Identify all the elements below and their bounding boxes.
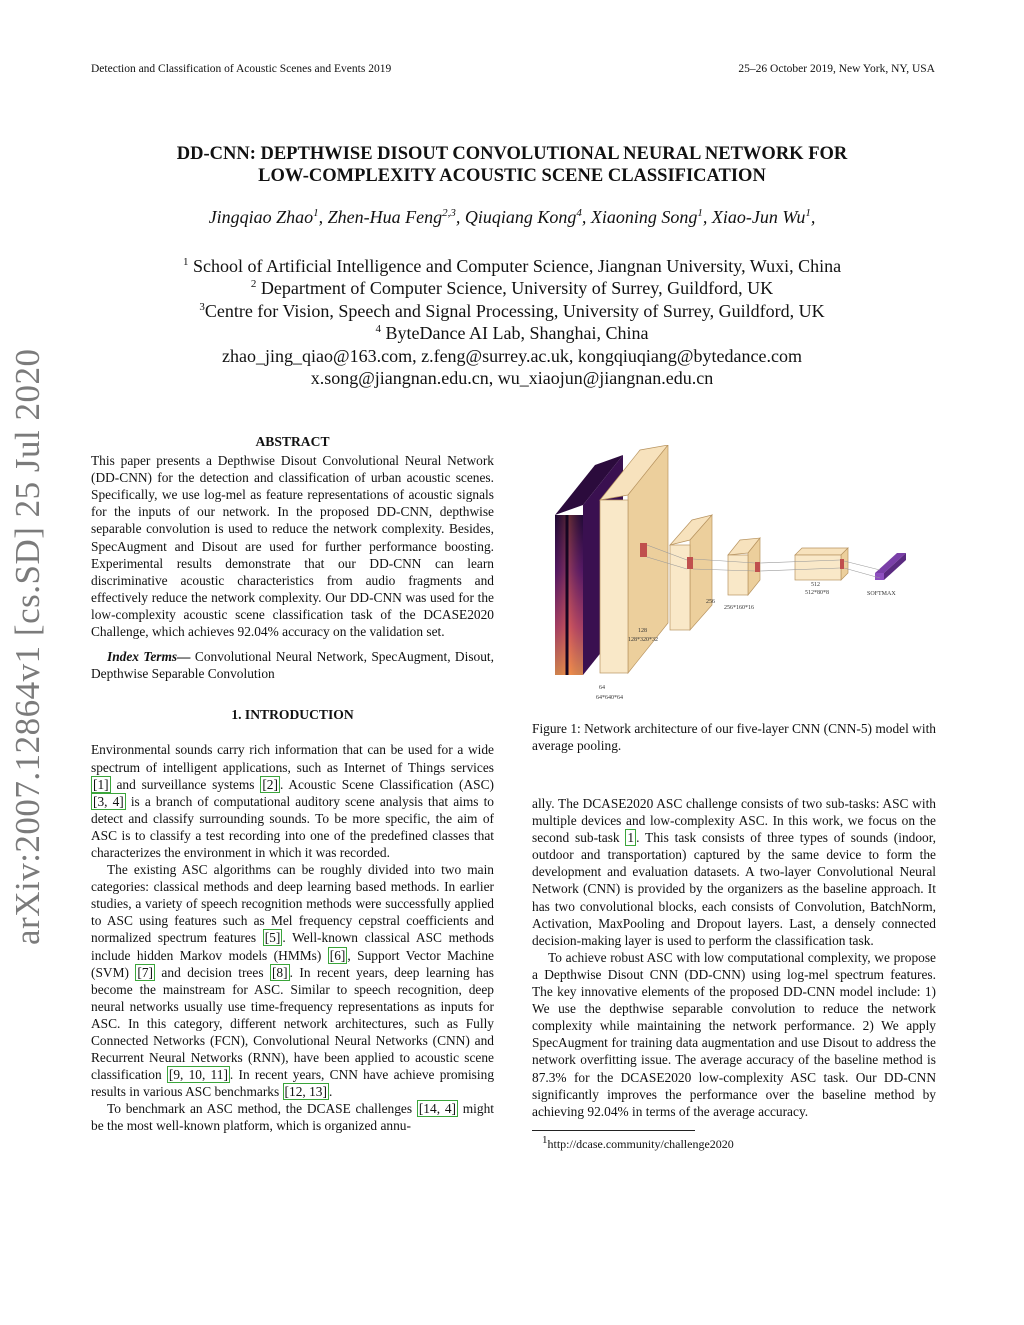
citation-link[interactable]: [9, 10, 11] (168, 1067, 228, 1083)
paper-title (120, 143, 904, 187)
footnote: $^1$http://dcase.community/challenge2020 (542, 1133, 734, 1151)
citation-link[interactable]: [5] (264, 930, 281, 946)
affiliation: $^2$ Department of Computer Science, University of Surrey, Guildford, UK (250, 278, 774, 299)
text-run: . This task consists of three types of sounds (indoor, outdoor and transportation) captured by the same device to form the development and evaluation datasets. A two-layer Convolutional Neural Network (CNN) is provided by the organizers as the baseline approach. It has two convolutional blocks, each consists of Convolution, BatchNorm, Activation, MaxPooling and Dropout layers. Last, a densely connected decision-making layer is used to perform the classification task. (532, 830, 936, 948)
index-terms: Index Terms— Convolutional Neural Network, SpecAugment, Disout, Depthwise Separable Convolution (91, 649, 494, 682)
text-run: . Well-known classical ASC methods include hidden Markov models (HMMs) (91, 930, 495, 963)
email-line: zhao_jing_qiao@163.com, z.feng@surrey.ac.uk, kongqiuqiang@bytedance.com (222, 345, 802, 366)
text-run: Environmental sounds carry rich information that can be used for a wide spectrum of intelligent applications, such as Internet of Things services (91, 742, 494, 775)
author: Jingqiao Zhao$^1$, (208, 207, 328, 227)
citation-link[interactable]: [7] (137, 964, 153, 980)
figure-1 (540, 445, 940, 710)
affiliation: $^1$ School of Artificial Intelligence and Computer Science, Jiangnan University, Wuxi, China (182, 256, 842, 276)
citation-link[interactable]: [14, 4] (418, 1101, 456, 1117)
text-run: ally. The DCASE2020 ASC challenge consists of two sub-tasks: ASC with multiple devices and low-complexity ASC. In this work, we focus on the second sub-task (532, 796, 936, 846)
email-line: x.song@jiangnan.edu.cn, wu_xiaojun@jiangnan.edu.cn (310, 368, 714, 389)
layer-size-label: 64*640*64 (596, 695, 623, 701)
author: Xiao-Jun Wu$^1$, (711, 207, 816, 227)
author: Qiuqiang Kong$^4$, (464, 207, 591, 227)
author: Zhen-Hua Feng$^{2,3}$, (327, 207, 465, 227)
layer-size-label: 128*320*32 (628, 637, 658, 643)
intro-paragraph-1 (91, 741, 494, 861)
text-run: . (328, 1084, 333, 1100)
footnote-divider (532, 1130, 695, 1131)
layer-dim-label: 64 (599, 685, 605, 691)
title-line-1: DD-CNN: DEPTHWISE DISOUT CONVOLUTIONAL NEURAL NETWORK FOR (176, 144, 848, 164)
layer-4-box (728, 538, 760, 595)
citation-link[interactable]: [2] (262, 776, 278, 792)
citation-link[interactable]: [6] (329, 947, 346, 963)
text-run: To achieve robust ASC with low computational complexity, we propose a Depthwise Disout CNN (DD-CNN) using log-mel spectrum features. The key innovative elements of the proposed DD-CNN model include: 1) We use the depthwise separable convolution to reduce the network complexity while maintaining the network performance. 2) We apply SpecAugment for training data augmentation and use Disout to address the network overfitting issue. The average accuracy of the baseline method is 87.3% for the DCASE2020 low-complexity ASC task. Our DD-CNN significantly improves the performance over the baseline method by achieving 92.04% in terms of the average accuracy. (532, 949, 936, 1119)
intro-paragraph-2 (91, 861, 494, 1100)
author: Xiaoning Song$^1$, (590, 207, 712, 227)
running-header-left: Detection and Classification of Acoustic Scenes and Events 2019 (91, 63, 392, 75)
layer-5-box (795, 548, 848, 580)
text-run: and surveillance systems (110, 776, 261, 792)
text-run: . In recent years, CNN have achieve promising results in various ASC benchmarks (91, 1067, 495, 1100)
layer-size-label: 512*80*8 (805, 590, 829, 596)
right-column (532, 795, 936, 1153)
abstract-heading: ABSTRACT (255, 434, 330, 449)
text-run: is a branch of computational auditory scene analysis that aims to detect and classify surrounding sounds. To be more specific, the aim of ASC is to classify a test recording into one of the predefined classes that characterizes the environment in which it was recorded. (91, 793, 494, 860)
abstract-text: This paper presents a Depthwise Disout Convolutional Neural Network (DD-CNN) for the detection and classification of urban acoustic scenes. Specifically, we use log-mel as feature representations of acoustic signals for the inputs of our network. In the proposed DD-CNN, depthwise separable convolution is used to reduce the network complexity. Besides, SpecAugment and Disout are used for further performance boosting. Experimental results demonstrate that our DD-CNN can learn discriminative acoustic characteristics from audio fragments and effectively reduce the network complexity. Our DD-CNN was used for the low-complexity acoustic scene classification task of the DCASE2020 Challenge, which achieves 92.04% accuracy on the validation set. (91, 453, 494, 640)
running-header-right: 25–26 October 2019, New York, NY, USA (738, 63, 935, 75)
arxiv-stamp: arXiv:2007.12864v1 [cs.SD] 25 Jul 2020 (8, 348, 47, 945)
left-column (91, 433, 494, 1135)
network-architecture-diagram (540, 445, 940, 710)
author-list (100, 207, 924, 228)
text-run: To benchmark an ASC method, the DCASE challenges (107, 1101, 417, 1117)
text-run: , Support Vector Machine (SVM) (91, 947, 494, 980)
affiliation: $^4$ ByteDance AI Lab, Shanghai, China (375, 323, 649, 344)
text-run: and decision trees (155, 964, 270, 980)
layer-dim-label: 256 (706, 599, 715, 605)
text-run: might be the most well-known platform, which is organized annu- (91, 1101, 494, 1134)
layer-3-box (670, 515, 712, 630)
text-run: . In recent years, deep learning has become the mainstream for ASC. Similar to speech recognition, deep neural networks usually use time-frequency representations as inputs for ASC. In this category, different network architectures, such as Fully Connected Networks (FCN), Convolutional Neural Networks (CNN) and Recurrent Neural Networks (RNN), have been applied to acoustic scene classification (91, 964, 494, 1083)
body-paragraph-2 (532, 949, 936, 1120)
figure-caption: Figure 1: Network architecture of our five-layer CNN (CNN-5) model with average pooling. (532, 721, 936, 754)
intro-heading: 1. INTRODUCTION (231, 707, 354, 723)
affiliations (100, 255, 924, 389)
layer-dim-label: 128 (638, 628, 647, 634)
text-run: The existing ASC algorithms can be roughly divided into two main categories: classical methods and deep learning based methods. In earlier studies, a variety of speech recognition methods were successfully applied to ASC using features such as Mel frequency cepstral coefficients and normalized spectrum features (91, 862, 494, 946)
softmax-box (875, 553, 906, 580)
title-line-2: LOW-COMPLEXITY ACOUSTIC SCENE CLASSIFICATION (258, 166, 766, 186)
citation-link[interactable]: [8] (271, 964, 288, 980)
layer-dim-label: 512 (811, 582, 820, 588)
text-run: . Acoustic Scene Classification (ASC) (279, 776, 494, 792)
citation-link[interactable]: [3, 4] (93, 793, 124, 809)
citation-link[interactable]: [12, 13] (284, 1084, 327, 1100)
body-paragraph-1 (532, 795, 936, 949)
affiliation: $^3$Centre for Vision, Speech and Signal Processing, University of Surrey, Guildford, UK (199, 300, 825, 321)
citation-link[interactable]: 1 (627, 830, 635, 846)
layer-size-label: 256*160*16 (724, 605, 754, 611)
softmax-label: SOFTMAX (867, 591, 896, 597)
citation-link[interactable]: [1] (93, 776, 109, 792)
intro-paragraph-3 (91, 1100, 494, 1134)
